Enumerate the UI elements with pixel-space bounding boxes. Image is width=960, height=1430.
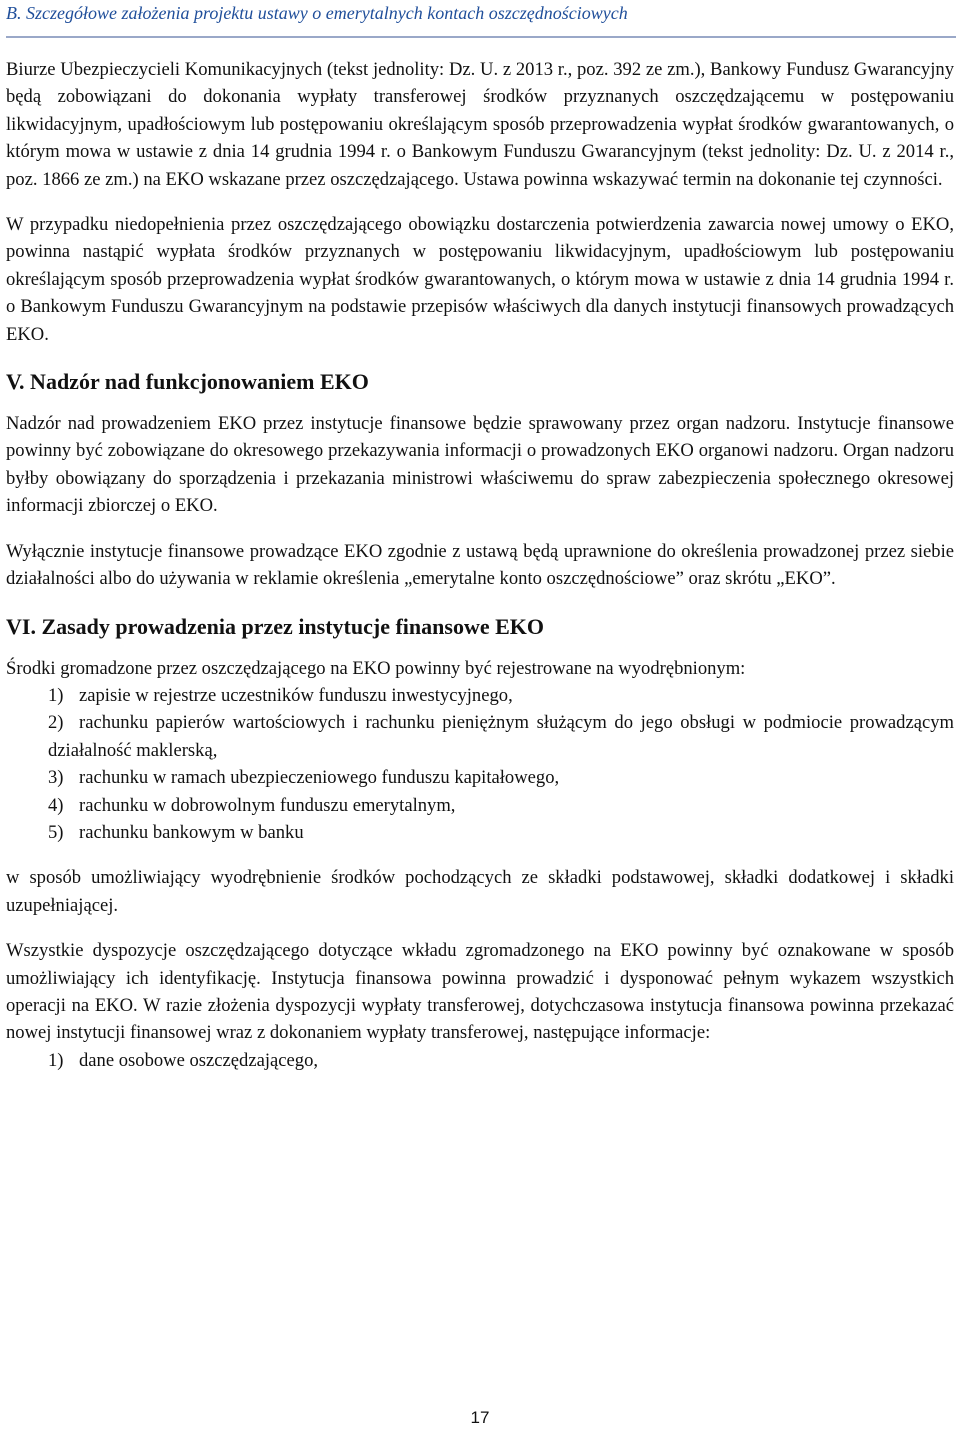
page-footer <box>0 1408 960 1428</box>
list-item <box>6 682 954 709</box>
list-item-number: 1) <box>48 684 64 706</box>
list-item <box>6 792 954 819</box>
list-item-number: 3) <box>48 767 64 789</box>
list-item-number: 2) <box>48 712 64 734</box>
section-heading: VI. Zasady prowadzenia przez instytucje finansowe EKO <box>6 613 544 639</box>
list-item-text: rachunku papierów wartościowych i rachunku pieniężnym służącym do jego obsługi w podmiocie prowadzącym działalność maklerską, <box>48 712 954 761</box>
paragraph: Biurze Ubezpieczycieli Komunikacyjnych (tekst jednolity: Dz. U. z 2013 r., poz. 392 ze zm.), Bankowy Fundusz Gwarancyjny będą zobowiązani do dokonania wypłaty transferowej środków przyznanych oszczędzającemu w postępowaniu likwidacyjnym, upadłościowym lub postępowaniu określającym sposób przeprowadzenia wypłat środków gwarantowanych, o którym mowa w ustawie z dnia 14 grudnia 1994 r. o Bankowym Funduszu Gwarancyjnym (tekst jednolity: Dz. U. z 2014 r., poz. 1866 ze zm.) na EKO wskazane przez oszczędzającego. Ustawa powinna wskazywać termin na dokonanie tej czynności. <box>6 59 954 190</box>
header-title: B. Szczegółowe założenia projektu ustawy o emerytalnych kontach oszczędnościowych <box>6 3 628 23</box>
page-number: 17 <box>470 1408 490 1427</box>
list-item-text: rachunku w ramach ubezpieczeniowego funduszu kapitałowego, <box>79 767 560 789</box>
list-item-text: rachunku bankowym w banku <box>79 821 304 843</box>
numbered-list <box>6 682 954 846</box>
paragraph: w sposób umożliwiający wyodrębnienie środków pochodzących ze składki podstawowej, składki dodatkowej i składki uzupełniającej. <box>6 867 954 916</box>
list-item <box>6 1047 954 1074</box>
numbered-list <box>6 1047 954 1074</box>
running-header <box>6 2 956 38</box>
paragraph: W przypadku niedopełnienia przez oszczędzającego obowiązku dostarczenia potwierdzenia zawarcia nowej umowy o EKO, powinna nastąpić wypłata środków przyznanych w postępowaniu likwidacyjnym, upadłościowym lub postępowaniu określającym sposób przeprowadzenia wypłat środków gwarantowanych, o którym mowa w ustawie z dnia 14 grudnia 1994 r. o Bankowym Funduszu Gwarancyjnym na podstawie przepisów właściwych dla danych instytucji finansowych prowadzących EKO. <box>6 214 954 345</box>
list-item <box>6 819 954 846</box>
list-item-number: 1) <box>48 1049 64 1071</box>
paragraph: Środki gromadzone przez oszczędzającego na EKO powinny być rejestrowane na wyodrębnionym: <box>6 657 746 679</box>
paragraph: Wszystkie dyspozycje oszczędzającego dotyczące wkładu zgromadzonego na EKO powinny być oznakowane w sposób umożliwiający ich identyfikację. Instytucja finansowa powinna prowadzić i dysponować pełnym wykazem wszystkich operacji na EKO. W razie złożenia dyspozycji wypłaty transferowej, dotychczasowa instytucja finansowa powinna przekazać nowej instytucji finansowej wraz z dokonaniem wypłaty transferowej, następujące informacje: <box>6 940 954 1044</box>
list-item-number: 5) <box>48 821 64 843</box>
list-item <box>6 709 954 764</box>
paragraph: Nadzór nad prowadzeniem EKO przez instytucje finansowe będzie sprawowany przez organ nadzoru. Instytucje finansowe powinny być zobowiązane do okresowego przekazywania informacji o prowadzonych EKO organowi nadzoru. Organ nadzoru byłby obowiązany do sporządzenia i przekazania ministrowi właściwemu do spraw zabezpieczenia społecznego okresowej informacji zbiorczej o EKO. <box>6 413 954 517</box>
list-item-text: dane osobowe oszczędzającego, <box>79 1049 319 1071</box>
list-item <box>6 764 954 791</box>
list-item-number: 4) <box>48 794 64 816</box>
page-body <box>6 56 954 1074</box>
list-item-text: rachunku w dobrowolnym funduszu emerytalnym, <box>79 794 456 816</box>
section-heading: V. Nadzór nad funkcjonowaniem EKO <box>6 369 369 395</box>
list-item-text: zapisie w rejestrze uczestników funduszu inwestycyjnego, <box>79 684 513 706</box>
paragraph: Wyłącznie instytucje finansowe prowadzące EKO zgodnie z ustawą będą uprawnione do określenia prowadzonej przez siebie działalności albo do używania w reklamie określenia „emerytalne konto oszczędnościowe” oraz skrótu „EKO”. <box>6 540 954 590</box>
